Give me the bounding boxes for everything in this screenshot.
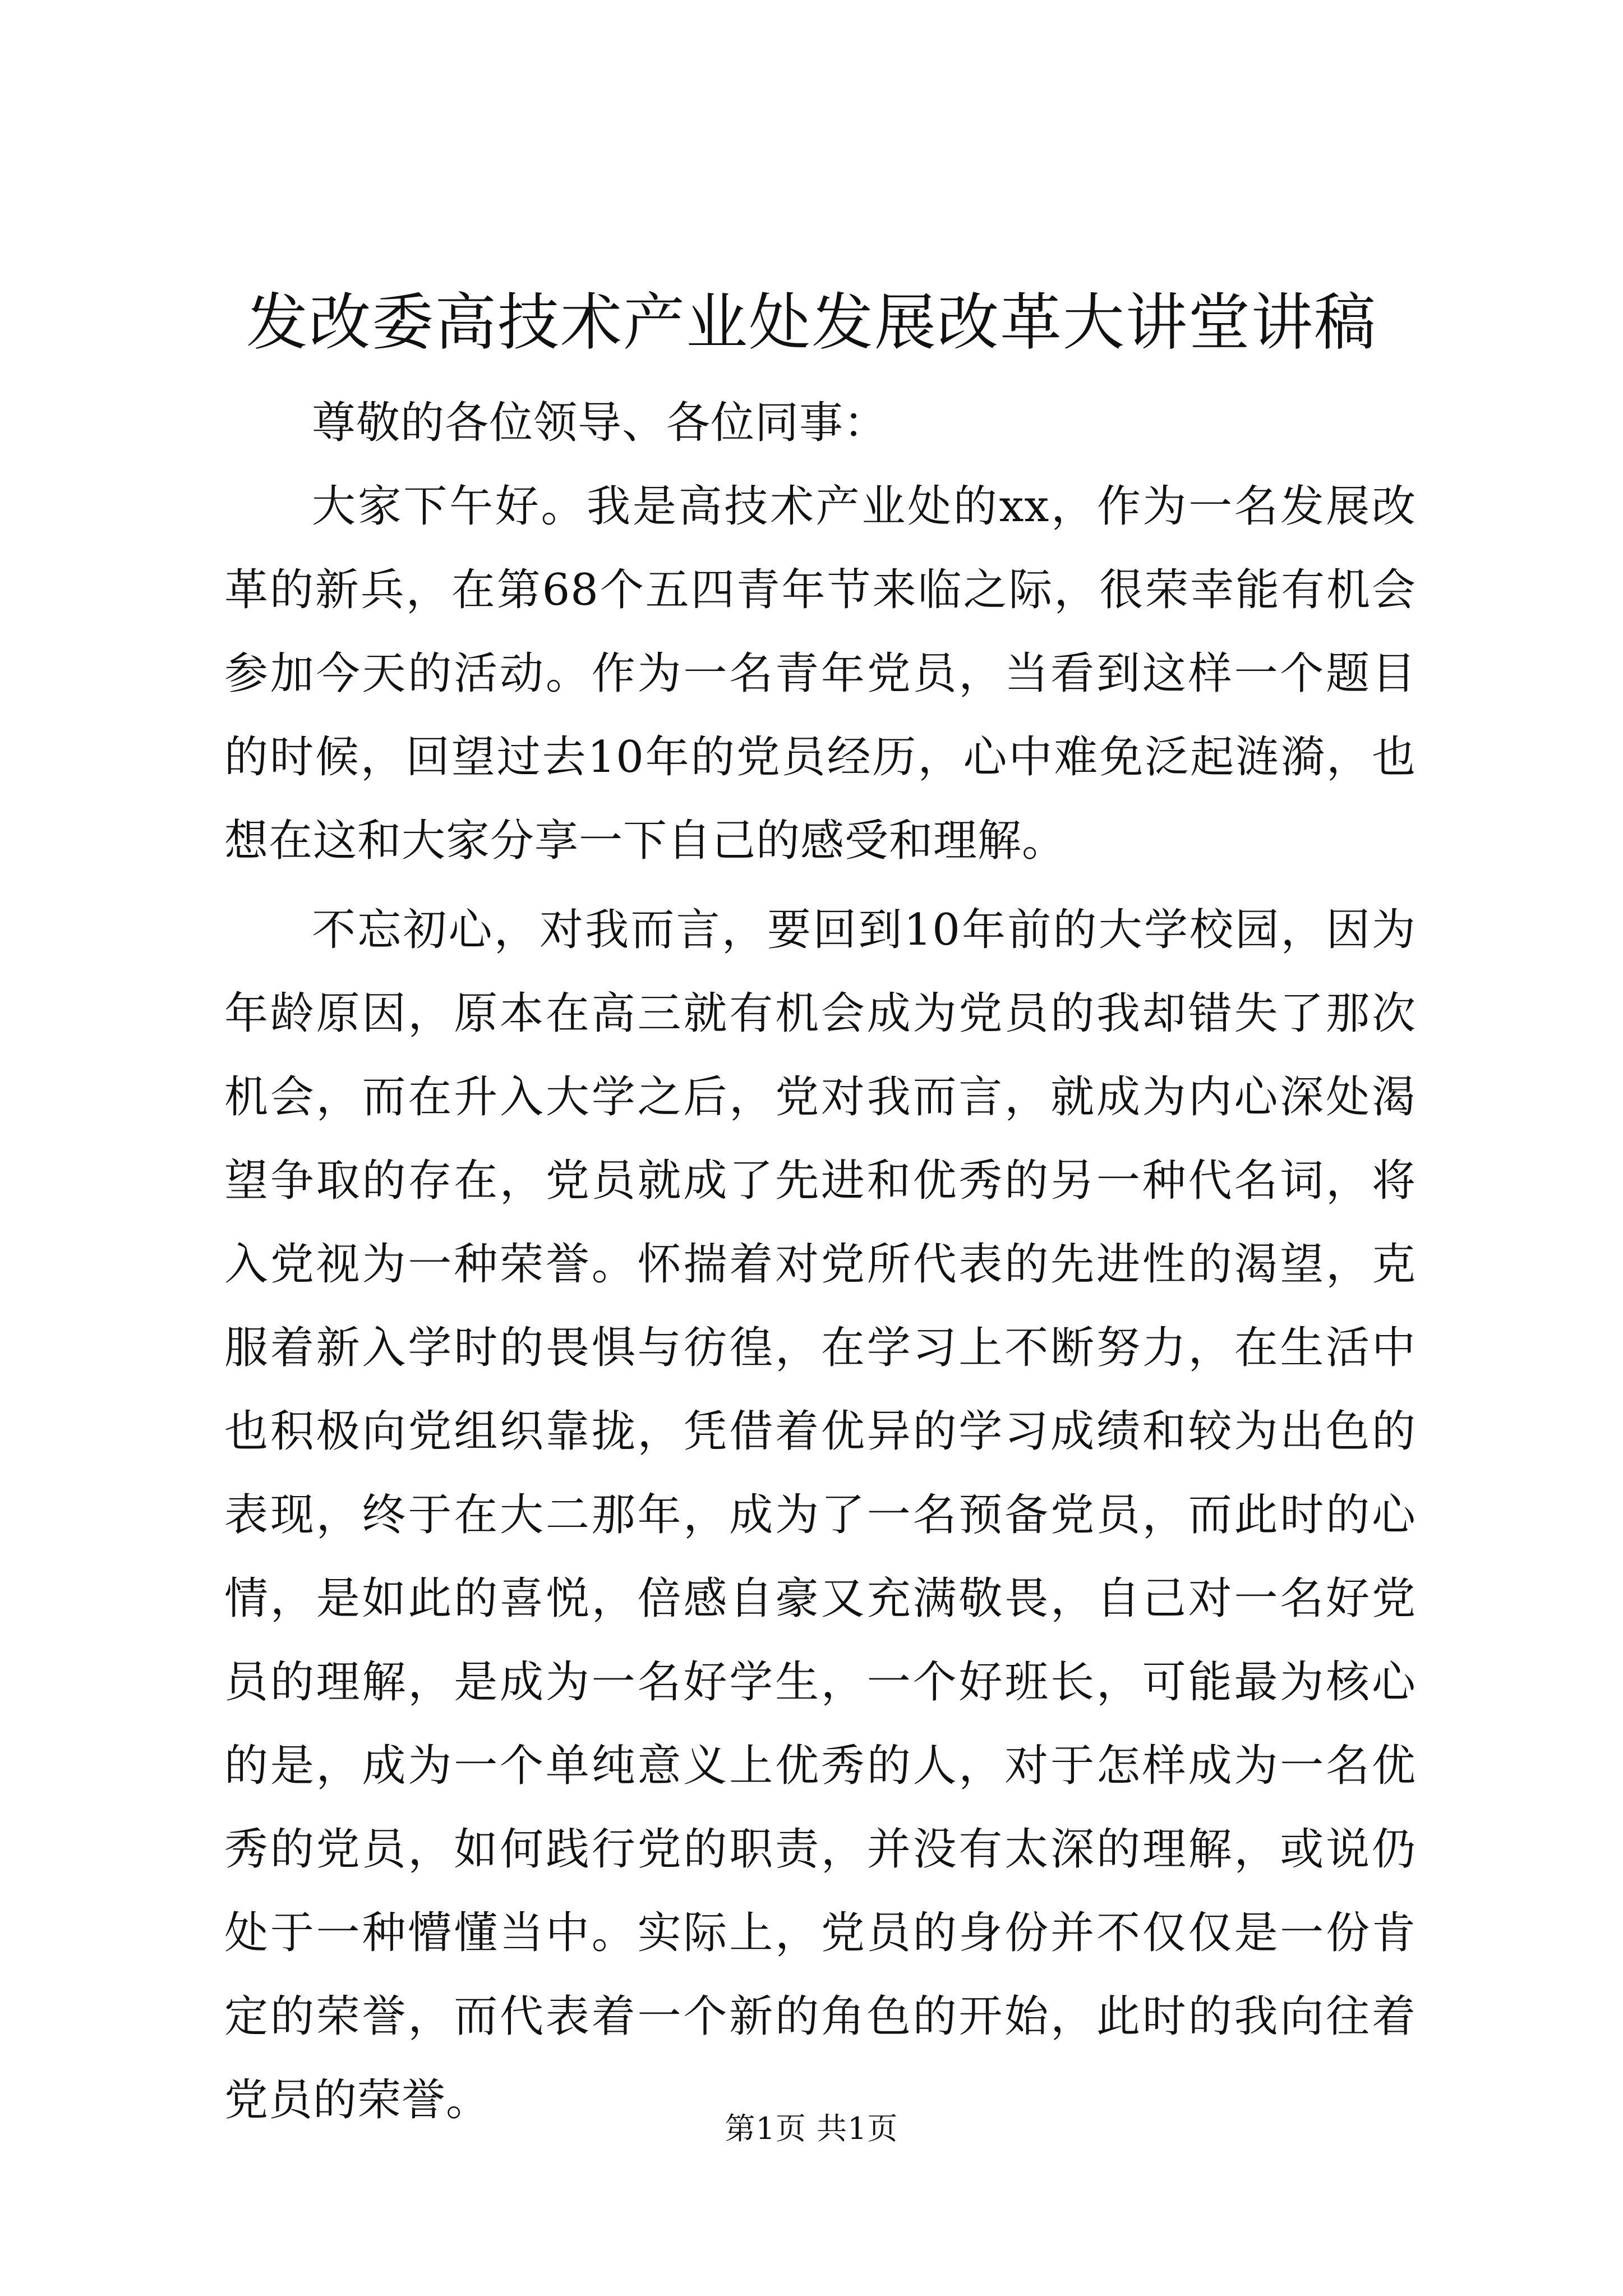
document-title: 发改委高技术产业处发展改革大讲堂讲稿: [246, 287, 1377, 358]
page-number-footer: 第1页 共1页: [725, 2111, 898, 2146]
paragraph-greeting: 大家下午好。我是高技术产业处的xx，作为一名发展改革的新兵，在第68个五四青年节来临之际，很荣幸能有机会参加今天的活动。作为一名青年党员，当看到这样一个题目的时候，回望过去10年的党员经历，心中难免泛起涟漪，也想在这和大家分享一下自己的感受和理解。: [224, 481, 1416, 866]
document-body: [224, 381, 1416, 2142]
paragraph-original-aspiration: 不忘初心，对我而言，要回到10年前的大学校园，因为年龄原因，原本在高三就有机会成为党员的我却错失了那次机会，而在升入大学之后，党对我而言，就成为内心深处渴望争取的存在，党员就成了先进和优秀的另一种代名词，将入党视为一种荣誉。怀揣着对党所代表的先进性的渴望，克服着新入学时的畏惧与彷徨，在学习上不断努力，在生活中也积极向党组织靠拢，凭借着优异的学习成绩和较为出色的表现，终于在大二那年，成为了一名预备党员，而此时的心情，是如此的喜悦，倍感自豪又充满敬畏，自己对一名好党员的理解，是成为一名好学生，一个好班长，可能最为核心的是，成为一个单纯意义上优秀的人，对于怎样成为一名优秀的党员，如何践行党的职责，并没有太深的理解，或说仍处于一种懵懂当中。实际上，党员的身份并不仅仅是一份肯定的荣誉，而代表着一个新的角色的开始，此时的我向往着党员的荣誉。: [224, 905, 1416, 2125]
salutation: 尊敬的各位领导、各位同事：: [312, 398, 888, 448]
